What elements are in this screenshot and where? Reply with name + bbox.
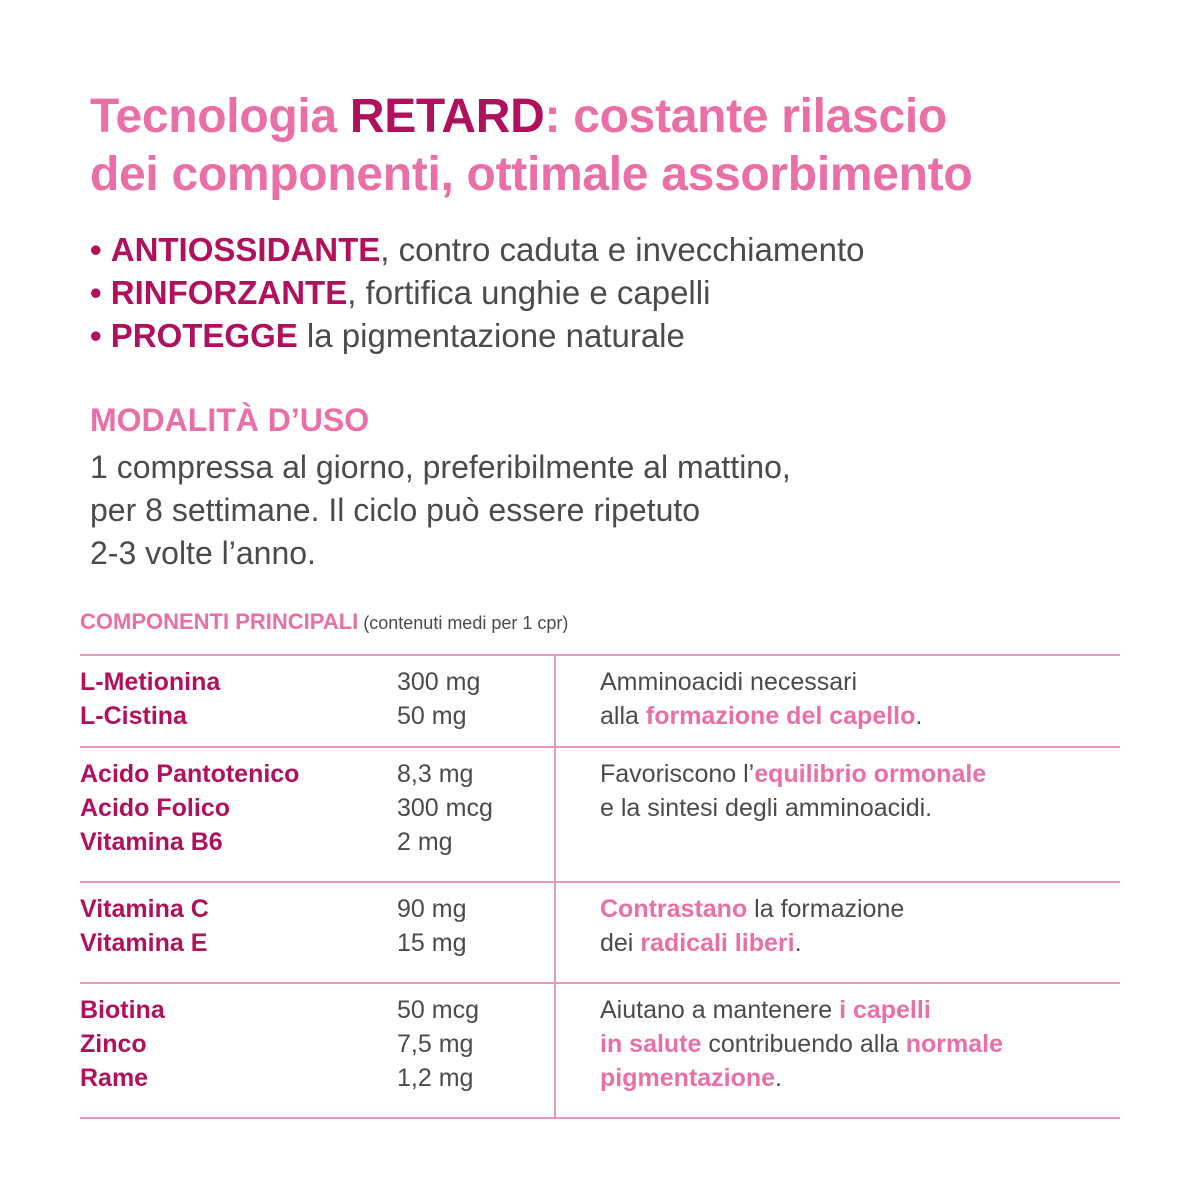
component-description [600, 892, 1110, 960]
description-line [600, 757, 1110, 791]
component-dose: 300 mg [397, 668, 481, 696]
table-row [80, 656, 1120, 748]
component-description [600, 665, 1110, 733]
component-name: Zinco [80, 1030, 147, 1058]
description-text: . [775, 1064, 782, 1092]
component-dose: 50 mg [397, 702, 467, 730]
component-doses [397, 892, 466, 960]
component-name: Acido Folico [80, 794, 230, 822]
usage-line: 2-3 volte l’anno. [90, 535, 316, 571]
component-name: Rame [80, 1064, 149, 1092]
column-divider [554, 656, 556, 746]
description-line [600, 791, 1110, 825]
description-line [600, 926, 1110, 960]
title-prefix: Tecnologia [90, 90, 350, 143]
benefit-item [90, 228, 865, 271]
title-line-1 [90, 88, 972, 146]
component-name: Acido Pantotenico [80, 760, 300, 788]
description-line [600, 699, 1110, 733]
highlight-text: radicali liberi [640, 929, 795, 957]
components-title: COMPONENTI PRINCIPALI [80, 609, 359, 634]
description-text: e la sintesi degli amminoacidi. [600, 794, 933, 822]
component-doses [397, 757, 493, 859]
component-dose: 2 mg [397, 828, 453, 856]
title-line-2: dei componenti, ottimale assorbimento [90, 148, 973, 201]
component-dose: 8,3 mg [397, 760, 474, 788]
benefit-text: , contro caduta e invecchiamento [380, 231, 865, 268]
component-description [600, 757, 1110, 825]
component-doses [397, 993, 479, 1095]
description-text: . [794, 929, 802, 957]
table-row [80, 984, 1120, 1119]
usage-line: per 8 settimane. Il ciclo può essere ripetuto [90, 492, 701, 528]
bullet-icon: • [90, 317, 102, 354]
components-table [80, 654, 1120, 1119]
component-names [80, 993, 165, 1095]
component-names [80, 665, 220, 733]
description-text: dei [600, 929, 641, 957]
component-name: Vitamina B6 [80, 828, 223, 856]
component-name: Biotina [80, 996, 165, 1024]
description-text: alla [600, 702, 646, 730]
benefit-text: , fortifica unghie e capelli [347, 274, 711, 311]
highlight-text: normale [905, 1030, 1003, 1058]
highlight-text: equilibrio ormonale [754, 760, 987, 788]
column-divider [554, 984, 556, 1117]
highlight-text: formazione del capello [645, 702, 916, 730]
component-names [80, 892, 209, 960]
benefits-list [90, 228, 865, 357]
component-dose: 50 mcg [397, 996, 479, 1024]
component-name: L-Cistina [80, 702, 187, 730]
component-names [80, 757, 299, 859]
description-line [600, 1061, 1110, 1095]
component-dose: 1,2 mg [397, 1064, 474, 1092]
description-line [600, 665, 1110, 699]
page-title [90, 88, 972, 204]
description-line [600, 892, 1110, 926]
highlight-text: in salute [600, 1030, 702, 1058]
description-text: contribuendo alla [701, 1030, 906, 1058]
component-name: Vitamina C [80, 895, 209, 923]
highlight-text: i capelli [839, 996, 931, 1024]
component-dose: 15 mg [397, 929, 467, 957]
component-doses [397, 665, 480, 733]
components-subtitle: (contenuti medi per 1 cpr) [358, 613, 569, 633]
column-divider [554, 883, 556, 982]
components-heading [80, 609, 568, 635]
description-text: . [915, 702, 923, 730]
benefit-item [90, 271, 865, 314]
title-strong: RETARD [349, 90, 545, 143]
component-dose: 90 mg [397, 895, 467, 923]
description-text: la formazione [747, 895, 905, 923]
bullet-icon: • [90, 274, 102, 311]
component-name: Vitamina E [80, 929, 208, 957]
column-divider [554, 748, 556, 881]
usage-instructions [90, 446, 791, 575]
bullet-icon: • [90, 231, 102, 268]
benefit-item [90, 314, 865, 357]
description-text: Aiutano a mantenere [600, 996, 840, 1024]
table-row [80, 748, 1120, 883]
component-dose: 7,5 mg [397, 1030, 474, 1058]
highlight-text: pigmentazione [600, 1064, 776, 1092]
usage-heading: MODALITÀ D’USO [90, 402, 370, 438]
usage-line: 1 compressa al giorno, preferibilmente al mattino, [90, 449, 791, 485]
component-description [600, 993, 1110, 1095]
benefit-keyword: PROTEGGE [110, 317, 298, 354]
benefit-keyword: RINFORZANTE [110, 274, 348, 311]
table-row [80, 883, 1120, 984]
description-line [600, 1027, 1110, 1061]
description-text: Amminoacidi necessari [600, 668, 858, 696]
benefit-keyword: ANTIOSSIDANTE [110, 231, 381, 268]
highlight-text: Contrastano [600, 895, 748, 923]
description-line [600, 993, 1110, 1027]
component-dose: 300 mcg [397, 794, 493, 822]
component-name: L-Metionina [80, 668, 221, 696]
description-text: Favoriscono l’ [600, 760, 755, 788]
title-rest: : costante rilascio [544, 90, 947, 143]
benefit-text: la pigmentazione naturale [297, 317, 685, 354]
